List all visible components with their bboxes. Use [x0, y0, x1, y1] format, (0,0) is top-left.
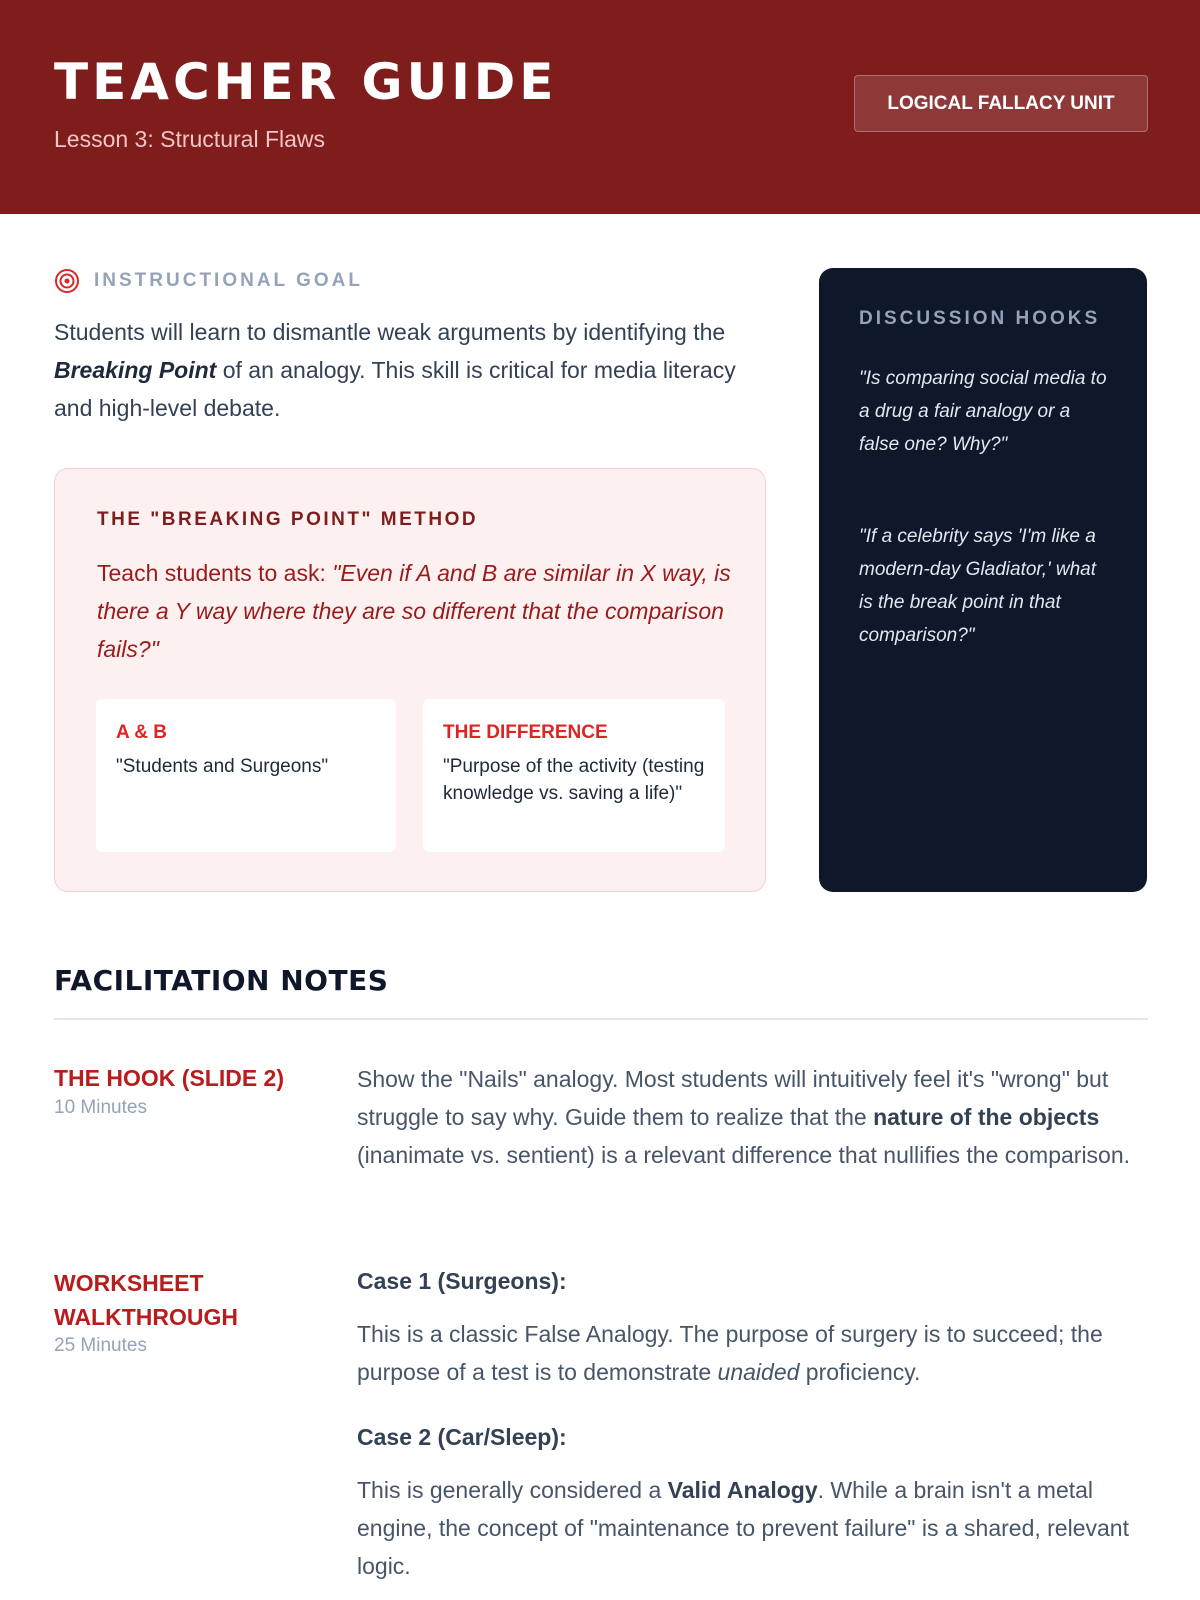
- case-1-italic: unaided: [717, 1359, 800, 1385]
- method-text: [97, 554, 737, 668]
- case-2-text-end: . While a brain isn't a metal engine, the concept of "maintenance to prevent failure" is a shared, relevant logic.: [357, 1477, 1129, 1579]
- case-1-text: [357, 1315, 1153, 1391]
- difference-card-label: THE DIFFERENCE: [443, 722, 608, 743]
- goal-paragraph: [54, 313, 764, 427]
- case-1-text-end: proficiency.: [799, 1359, 921, 1385]
- case-1-text-start: This is a classic False Analogy. The purpose of surgery is to succeed; the purpose of a test is to demonstrate: [357, 1321, 1103, 1385]
- hook-step-bold: nature of the objects: [873, 1104, 1100, 1130]
- ab-card-label: A & B: [116, 722, 168, 743]
- hook-step-text: (inanimate vs. sentient) is a relevant difference that nullifies the comparison.: [357, 1142, 1131, 1168]
- case-2-label: Case 2 (Car/Sleep):: [357, 1424, 567, 1450]
- case-1-label: Case 1 (Surgeons):: [357, 1268, 567, 1294]
- difference-card-value: "Purpose of the activity (testing knowledge vs. saving a life)": [443, 756, 705, 804]
- difference-card: [423, 699, 725, 852]
- target-icon: [54, 268, 80, 294]
- hooks-title: DISCUSSION HOOKS: [859, 308, 1101, 329]
- case-2-text: [357, 1471, 1153, 1585]
- hook-step-body: [357, 1060, 1153, 1174]
- breaking-point-method-panel: [54, 468, 766, 892]
- page-header: [0, 0, 1200, 214]
- case-2-bold: Valid Analogy: [667, 1477, 818, 1503]
- hook-item: "If a celebrity says 'I'm like a modern-day Gladiator,' what is the break point in that comparison?": [859, 526, 1097, 646]
- method-intro: Teach students to ask:: [97, 560, 333, 586]
- unit-badge: LOGICAL FALLACY UNIT: [854, 75, 1148, 132]
- goal-text-end: of an analogy. This skill is critical for media literacy and high-level debate.: [54, 357, 736, 421]
- facilitation-heading: FACILITATION NOTES: [54, 964, 389, 997]
- goal-text-start: Students will learn to dismantle weak arguments by identifying the: [54, 319, 726, 345]
- ab-card: [96, 699, 396, 852]
- instructional-goal-label: [54, 268, 363, 294]
- hook-item: "Is comparing social media to a drug a fair analogy or a false one? Why?": [859, 368, 1107, 455]
- lesson-subtitle: Lesson 3: Structural Flaws: [54, 126, 326, 152]
- goal-emphasis: Breaking Point: [54, 357, 217, 383]
- ab-card-value: "Students and Surgeons": [116, 756, 329, 777]
- worksheet-step-time: 25 Minutes: [54, 1335, 147, 1356]
- goal-label-text: INSTRUCTIONAL GOAL: [94, 270, 363, 291]
- case-2-text-start: This is generally considered a: [357, 1477, 668, 1503]
- section-divider: [54, 1018, 1148, 1020]
- page-title: TEACHER GUIDE: [54, 53, 558, 111]
- hook-step-name: THE HOOK (SLIDE 2): [54, 1065, 285, 1091]
- hook-step-time: 10 Minutes: [54, 1097, 147, 1118]
- discussion-hooks-panel: [819, 268, 1147, 892]
- method-title: THE "BREAKING POINT" METHOD: [97, 509, 479, 530]
- hook-step-text: Show the "Nails" analogy. Most students will intuitively feel it's "wrong" but struggle to say why. Guide them to realize that the: [357, 1066, 1109, 1130]
- worksheet-step-name: WORKSHEET WALKTHROUGH: [54, 1270, 238, 1330]
- method-question: "Even if A and B are similar in X way, is there a Y way where they are so different that the comparison fails?": [97, 560, 731, 662]
